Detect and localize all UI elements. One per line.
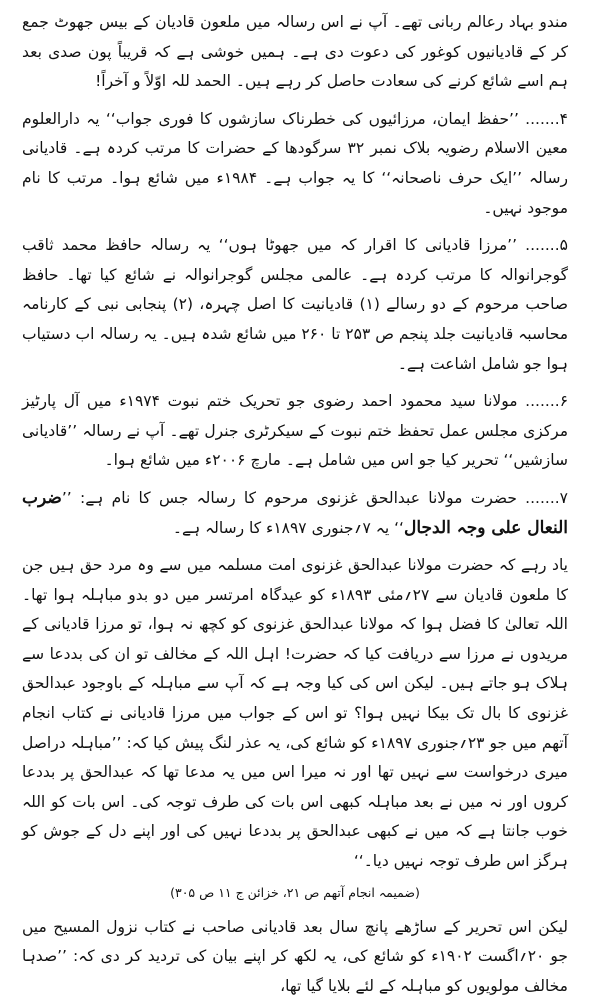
paragraph-item-4: ۴....... ’’حفظ ایمان، مرزائیوں کی خطرناک سازشوں کا فوری جواب‘‘ یہ دارالعلوم معین الاسلام رضویہ بلاک نمبر ۳۲ سرگودھا کے حضرات کا مرتب کردہ ہے۔ قادیانی رسالہ ’’ایک حرف ناصحانہ‘‘ کا یہ جواب ہے۔ ۱۹۸۴ء میں شائع ہوا۔ مرتب کا نام موجود نہیں۔ [22, 109, 568, 217]
paragraph-item-7 [22, 484, 568, 543]
paragraph-item-5: ۵....... ’’مرزا قادیانی کا اقرار کہ میں جھوٹا ہوں‘‘ یہ رسالہ حافظ محمد ثاقب گوجرانوالہ کا مرتب کردہ ہے۔ عالمی مجلس گوجرانوالہ نے شائع کیا تھا۔ حافظ صاحب مرحوم کے دو رسالے (۱) قادیانیت کا اصل چہرہ، (۲) پنجابی نبی کے کارنامہ محاسبہ قادیانیت جلد پنجم ص ۲۵۳ تا ۲۶۰ میں شائع شدہ ہیں۔ یہ رسالہ اب دستیاب ہوا جو شامل اشاعت ہے۔ [22, 236, 568, 373]
paragraph-nuzul-masih: لیکن اس تحریر کے ساڑھے پانچ سال بعد قادیانی صاحب نے کتاب نزول المسیح میں جو ۲۰؍اگست ۱۹۰۲ء کو شائع کی، یہ لکھ کر اپنے بیان کی تردید کر دی کہ: ’’صدہا مخالف مولویوں کو مباہلہ کے لئے بلایا گیا تھا، [22, 917, 568, 995]
paragraph-intro-continued: مندو بہاد رعالم ربانی تھے۔ آپ نے اس رسالہ میں ملعون قادیان کے بیس جھوٹ جمع کر کے قادیانیوں کوغور کی دعوت دی ہے۔ ہمیں خوشی ہے کہ قریباً پون صدی بعد ہم اسے شائع کرنے کی سعادت حاصل کر رہے ہیں۔ الحمد للہ اوّلاً و آخراً! [22, 13, 568, 91]
item-7-lead-text: ۷....... حضرت مولانا عبدالحق غزنوی مرحوم کا رسالہ جس کا نام ہے: ’’ [61, 488, 568, 507]
paragraph-mubahala-account: یاد رہے کہ حضرت مولانا عبدالحق غزنوی امت مسلمہ میں سے وہ مرد حق ہیں جن کا ملعون قادیان سے ۲۷؍مئی ۱۸۹۳ء کو عیدگاہ امرتسر میں دو بدو مباہلہ ہوا تھا۔ اللہ تعالیٰ کا فضل ہوا کہ مولانا عبدالحق غزنوی کو کچھ نہ ہوا، تو مرزا قادیانی کے مریدوں نے مرزا سے دریافت کیا کہ حضرت! اہل اللہ کے مخالف تو ان کی بددعا سے ہلاک ہو جاتے ہیں۔ لیکن اس کی کیا وجہ ہے کہ آپ سے مباہلہ کے باوجود عبدالحق غزنوی کا بال تک بیکا نہیں ہوا؟ تو اس کے جواب میں مرزا قادیانی نے کتاب انجام آتھم میں جو ۲۳؍جنوری ۱۸۹۷ء کو شائع کی، یہ عذر لنگ پیش کیا کہ: ’’مباہلہ دراصل میری درخواست سے نہیں تھا اور نہ میرا اس میں یہ مدعا تھا کہ عبدالحق پر بددعا کروں اور نہ میں نے بعد مباہلہ کبھی اس بات کی طرف توجہ کی۔ اس بات کو اللہ خوب جانتا ہے کہ میں نے کبھی عبدالحق پر بددعا نہیں کی اور اپنے دل کے جوش کو ہرگز اس طرف توجہ نہیں دیا۔‘‘ [22, 556, 568, 871]
paragraph-item-6: ۶....... مولانا سید محمود احمد رضوی جو تحریک ختم نبوت ۱۹۷۴ء میں آل پارٹیز مرکزی مجلس عمل تحفظ ختم نبوت کے سیکرٹری جنرل تھے۔ آپ نے رسالہ ’’قادیانی سازشیں‘‘ تحریر کیا جو اس میں شامل ہے۔ مارچ ۲۰۰۶ء میں شائع ہوا۔ [22, 392, 569, 470]
item-7-tail-text: ‘‘ یہ ۷؍جنوری ۱۸۹۷ء کا رسالہ ہے۔ [172, 518, 404, 537]
book-title-highlight: ضرب النعال علی وجہ الدجال [22, 487, 568, 538]
citation-reference: (ضمیمہ انجام آتھم ص ۲۱، خزائن ج ۱۱ ص ۳۰۵) [170, 884, 420, 900]
